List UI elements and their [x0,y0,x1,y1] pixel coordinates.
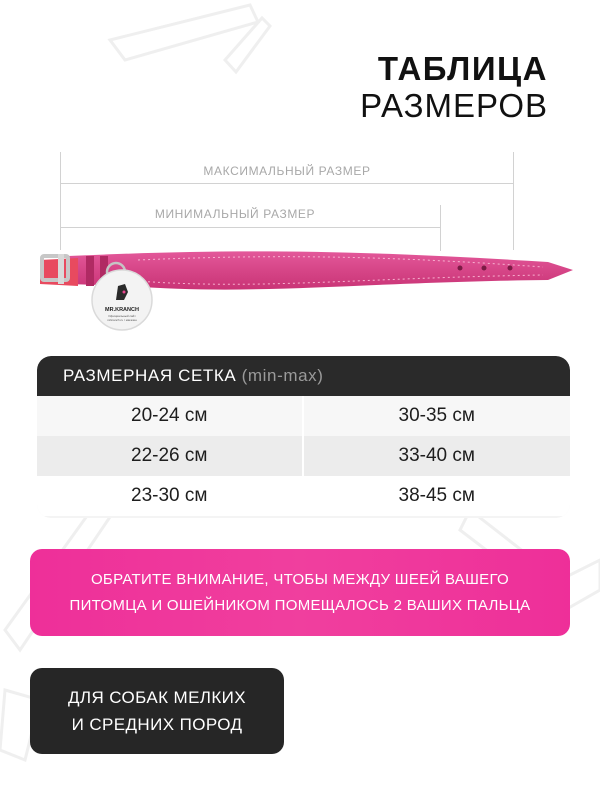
tag-line-1: Официальный сайт [108,314,136,318]
breed-line-1: ДЛЯ СОБАК МЕЛКИХ [67,688,247,707]
breed-line-2: И СРЕДНИХ ПОРОД [71,715,243,734]
tag-line-2: mrkranch.ru / магазин [107,318,137,322]
fit-notice-banner [30,549,570,636]
size-cell: 23-30 см [37,476,304,516]
size-table-header [37,356,570,396]
tag-brand: MR.KRANCH [105,307,139,313]
size-cell: 20-24 см [37,396,304,436]
notice-line-2: ПИТОМЦА И ОШЕЙНИКОМ ПОМЕЩАЛОСЬ 2 ВАШИХ ПАЛЬЦА [69,596,531,614]
min-size-line [60,227,441,228]
collar-image [28,238,580,338]
size-cell: 22-26 см [37,436,304,476]
breed-badge [30,668,284,754]
size-cell: 33-40 см [304,436,571,476]
size-cell: 38-45 см [304,476,571,516]
title-line-2: РАЗМЕРОВ [360,87,548,124]
size-grid [37,396,570,516]
page-title [360,50,548,124]
min-size-label: МИНИМАЛЬНЫЙ РАЗМЕР [154,207,316,221]
max-size-label: МАКСИМАЛЬНЫЙ РАЗМЕР [203,164,371,178]
size-table-title: РАЗМЕРНАЯ СЕТКА [63,366,237,385]
size-cell: 30-35 см [304,396,571,436]
size-table-range: (min-max) [241,366,324,385]
notice-line-1: ОБРАТИТЕ ВНИМАНИЕ, ЧТОБЫ МЕЖДУ ШЕЕЙ ВАШЕГО [90,570,510,588]
size-table [37,356,570,518]
max-size-line [60,183,514,184]
title-line-1: ТАБЛИЦА [377,50,548,87]
